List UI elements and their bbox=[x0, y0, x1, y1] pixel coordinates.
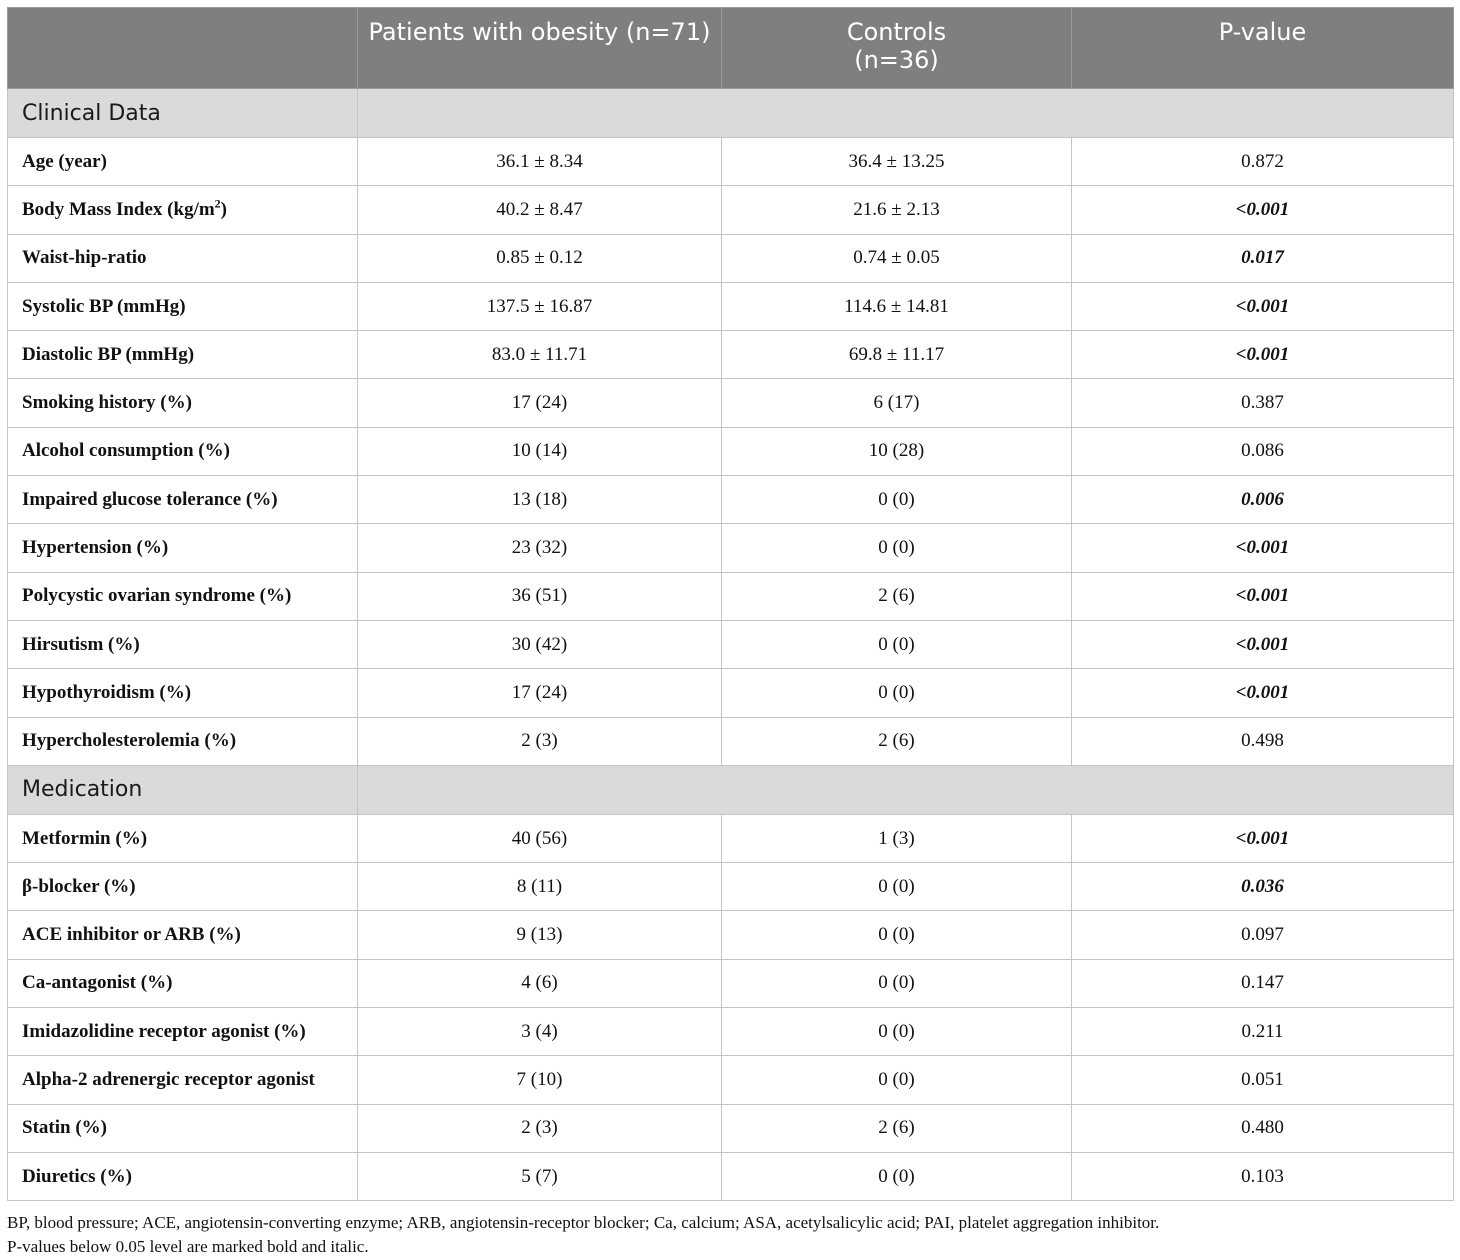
footnote-significance: P-values below 0.05 level are marked bold and italic. bbox=[7, 1237, 369, 1256]
row-label bbox=[8, 331, 358, 379]
table-container bbox=[7, 7, 1453, 1201]
patients-value: 9 (13) bbox=[358, 911, 722, 959]
table-row bbox=[8, 911, 1454, 959]
table-body bbox=[8, 89, 1454, 1201]
row-label-tail: ) bbox=[220, 198, 227, 220]
table-row bbox=[8, 524, 1454, 572]
p-value: 0.211 bbox=[1072, 1008, 1454, 1056]
row-label-text: Impaired glucose tolerance (%) bbox=[22, 488, 278, 510]
table-row bbox=[8, 863, 1454, 911]
p-value: 0.872 bbox=[1072, 138, 1454, 186]
patients-value: 137.5 ± 16.87 bbox=[358, 282, 722, 330]
p-value: <0.001 bbox=[1072, 524, 1454, 572]
controls-value: 69.8 ± 11.17 bbox=[722, 331, 1072, 379]
row-label bbox=[8, 814, 358, 862]
row-label bbox=[8, 911, 358, 959]
p-value: 0.086 bbox=[1072, 427, 1454, 475]
row-label-text: β-blocker (%) bbox=[22, 875, 136, 897]
section-empty-cell bbox=[358, 89, 1454, 138]
controls-value: 6 (17) bbox=[722, 379, 1072, 427]
row-label-text: Hypertension (%) bbox=[22, 537, 169, 559]
row-label-text: Imidazolidine receptor agonist (%) bbox=[22, 1020, 306, 1042]
controls-value: 0 (0) bbox=[722, 620, 1072, 668]
row-label bbox=[8, 863, 358, 911]
row-label bbox=[8, 620, 358, 668]
row-label-text: Body Mass Index (kg/m bbox=[22, 198, 215, 220]
section-row bbox=[8, 765, 1454, 814]
row-label bbox=[8, 427, 358, 475]
row-label bbox=[8, 1152, 358, 1200]
p-value: 0.480 bbox=[1072, 1104, 1454, 1152]
p-value: 0.147 bbox=[1072, 959, 1454, 1007]
row-label-superscript: 2 bbox=[214, 196, 221, 211]
header-controls-line2: (n=36) bbox=[854, 46, 939, 74]
table-row bbox=[8, 186, 1454, 234]
controls-value: 10 (28) bbox=[722, 427, 1072, 475]
row-label-text: Statin (%) bbox=[22, 1117, 107, 1139]
row-label-text: Smoking history (%) bbox=[22, 392, 192, 414]
patients-value: 13 (18) bbox=[358, 476, 722, 524]
p-value: 0.498 bbox=[1072, 717, 1454, 765]
p-value: 0.097 bbox=[1072, 911, 1454, 959]
table-row bbox=[8, 234, 1454, 282]
patients-value: 8 (11) bbox=[358, 863, 722, 911]
row-label bbox=[8, 234, 358, 282]
patients-value: 0.85 ± 0.12 bbox=[358, 234, 722, 282]
section-title: Medication bbox=[8, 765, 358, 814]
row-label-text: ACE inhibitor or ARB (%) bbox=[22, 924, 241, 946]
table-row bbox=[8, 814, 1454, 862]
row-label-text: Age (year) bbox=[22, 150, 107, 172]
table-row bbox=[8, 427, 1454, 475]
p-value: <0.001 bbox=[1072, 814, 1454, 862]
row-label-text: Diastolic BP (mmHg) bbox=[22, 343, 195, 365]
p-value: 0.006 bbox=[1072, 476, 1454, 524]
table-row bbox=[8, 572, 1454, 620]
row-label bbox=[8, 282, 358, 330]
patients-value: 30 (42) bbox=[358, 620, 722, 668]
table-row bbox=[8, 1104, 1454, 1152]
row-label bbox=[8, 476, 358, 524]
table-row bbox=[8, 331, 1454, 379]
controls-value: 2 (6) bbox=[722, 572, 1072, 620]
row-label bbox=[8, 379, 358, 427]
section-title: Clinical Data bbox=[8, 89, 358, 138]
row-label bbox=[8, 1008, 358, 1056]
patients-value: 36 (51) bbox=[358, 572, 722, 620]
row-label-text: Waist-hip-ratio bbox=[22, 247, 147, 269]
table-row bbox=[8, 1056, 1454, 1104]
p-value: <0.001 bbox=[1072, 572, 1454, 620]
header-controls bbox=[722, 8, 1072, 89]
controls-value: 0 (0) bbox=[722, 669, 1072, 717]
controls-value: 114.6 ± 14.81 bbox=[722, 282, 1072, 330]
table-row bbox=[8, 959, 1454, 1007]
row-label-text: Alpha-2 adrenergic receptor agonist bbox=[22, 1068, 315, 1090]
p-value: <0.001 bbox=[1072, 620, 1454, 668]
table-row bbox=[8, 476, 1454, 524]
controls-value: 36.4 ± 13.25 bbox=[722, 138, 1072, 186]
table-row bbox=[8, 282, 1454, 330]
controls-value: 0 (0) bbox=[722, 1152, 1072, 1200]
table-row bbox=[8, 620, 1454, 668]
table-row bbox=[8, 1008, 1454, 1056]
row-label-text: Hypercholesterolemia (%) bbox=[22, 730, 237, 752]
patients-value: 83.0 ± 11.71 bbox=[358, 331, 722, 379]
row-label bbox=[8, 186, 358, 234]
p-value: 0.387 bbox=[1072, 379, 1454, 427]
row-label-text: Ca-antagonist (%) bbox=[22, 972, 173, 994]
patients-value: 10 (14) bbox=[358, 427, 722, 475]
patients-value: 3 (4) bbox=[358, 1008, 722, 1056]
patients-value: 5 (7) bbox=[358, 1152, 722, 1200]
controls-value: 2 (6) bbox=[722, 1104, 1072, 1152]
patients-value: 17 (24) bbox=[358, 379, 722, 427]
patients-value: 2 (3) bbox=[358, 717, 722, 765]
header-row bbox=[8, 8, 1454, 89]
row-label bbox=[8, 138, 358, 186]
table-row bbox=[8, 1152, 1454, 1200]
row-label bbox=[8, 959, 358, 1007]
row-label-text: Alcohol consumption (%) bbox=[22, 440, 230, 462]
p-value: <0.001 bbox=[1072, 669, 1454, 717]
header-p-value: P-value bbox=[1072, 8, 1454, 89]
p-value: 0.051 bbox=[1072, 1056, 1454, 1104]
controls-value: 0 (0) bbox=[722, 959, 1072, 1007]
patient-characteristics-table bbox=[7, 7, 1454, 1201]
patients-value: 36.1 ± 8.34 bbox=[358, 138, 722, 186]
patients-value: 40.2 ± 8.47 bbox=[358, 186, 722, 234]
row-label bbox=[8, 524, 358, 572]
patients-value: 17 (24) bbox=[358, 669, 722, 717]
row-label-text: Metformin (%) bbox=[22, 827, 148, 849]
controls-value: 0 (0) bbox=[722, 524, 1072, 572]
row-label-text: Hirsutism (%) bbox=[22, 633, 140, 655]
controls-value: 1 (3) bbox=[722, 814, 1072, 862]
footnotes bbox=[7, 1211, 1159, 1259]
table-row bbox=[8, 138, 1454, 186]
patients-value: 40 (56) bbox=[358, 814, 722, 862]
controls-value: 0 (0) bbox=[722, 911, 1072, 959]
table-row bbox=[8, 717, 1454, 765]
row-label bbox=[8, 1104, 358, 1152]
header-controls-line1: Controls bbox=[846, 18, 947, 46]
footnote-abbreviations: BP, blood pressure; ACE, angiotensin-converting enzyme; ARB, angiotensin-receptor blocker; Ca, calcium; ASA, acetylsalicylic acid; PAI, platelet aggregation inhibitor. bbox=[7, 1213, 1160, 1232]
p-value: <0.001 bbox=[1072, 282, 1454, 330]
row-label-text: Systolic BP (mmHg) bbox=[22, 295, 186, 317]
section-row bbox=[8, 89, 1454, 138]
controls-value: 0 (0) bbox=[722, 863, 1072, 911]
controls-value: 21.6 ± 2.13 bbox=[722, 186, 1072, 234]
table-row bbox=[8, 379, 1454, 427]
patients-value: 2 (3) bbox=[358, 1104, 722, 1152]
row-label bbox=[8, 669, 358, 717]
p-value: <0.001 bbox=[1072, 186, 1454, 234]
controls-value: 0 (0) bbox=[722, 1056, 1072, 1104]
controls-value: 0 (0) bbox=[722, 1008, 1072, 1056]
header-empty-cell bbox=[8, 8, 358, 89]
row-label-text: Hypothyroidism (%) bbox=[22, 681, 192, 703]
table-row bbox=[8, 669, 1454, 717]
header-patients: Patients with obesity (n=71) bbox=[358, 8, 722, 89]
p-value: <0.001 bbox=[1072, 331, 1454, 379]
row-label-text: Polycystic ovarian syndrome (%) bbox=[22, 585, 292, 607]
patients-value: 23 (32) bbox=[358, 524, 722, 572]
controls-value: 2 (6) bbox=[722, 717, 1072, 765]
row-label-text: Diuretics (%) bbox=[22, 1165, 132, 1187]
row-label bbox=[8, 717, 358, 765]
patients-value: 4 (6) bbox=[358, 959, 722, 1007]
patients-value: 7 (10) bbox=[358, 1056, 722, 1104]
row-label bbox=[8, 572, 358, 620]
controls-value: 0.74 ± 0.05 bbox=[722, 234, 1072, 282]
row-label bbox=[8, 1056, 358, 1104]
controls-value: 0 (0) bbox=[722, 476, 1072, 524]
p-value: 0.017 bbox=[1072, 234, 1454, 282]
section-empty-cell bbox=[358, 765, 1454, 814]
p-value: 0.036 bbox=[1072, 863, 1454, 911]
p-value: 0.103 bbox=[1072, 1152, 1454, 1200]
